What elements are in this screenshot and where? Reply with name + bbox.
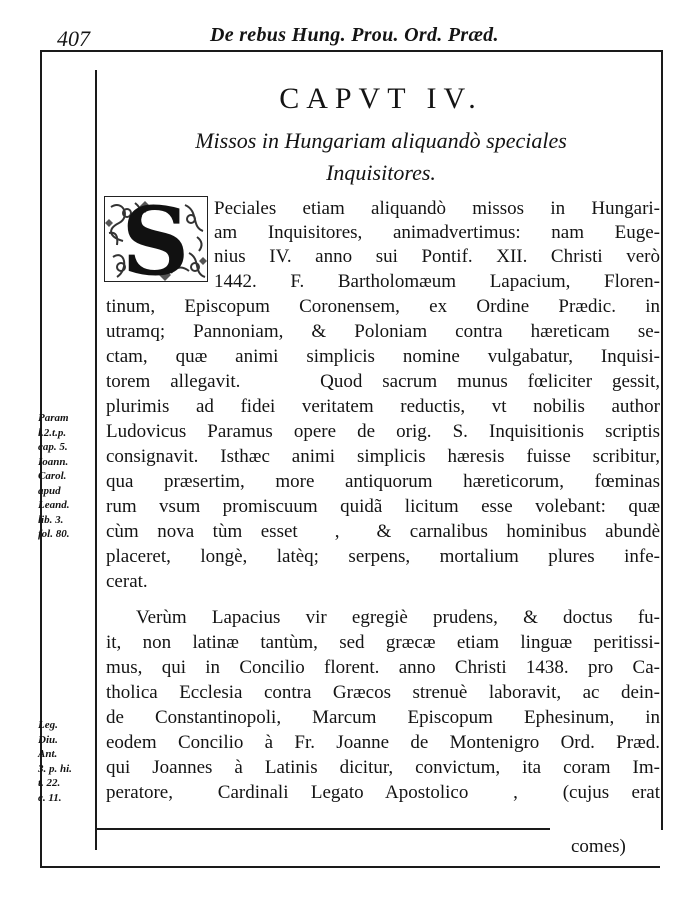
body-line: Ludovicus Paramus opere de orig. S. Inquisitionis scriptis [106,421,660,442]
body-line: de Constantinopoli, Marcum Episcopum Ephesinum, in [106,707,660,728]
chapter-title: CAPVT IV. [279,82,483,115]
margin-note-legend: Leg. Diu. Ant. 3. p. hi. t. 22. c. 11. [38,719,72,804]
running-head: De rebus Hung. Prou. Ord. Præd. [210,24,499,46]
margin-note-paramus: Param l.2.t.p. cap. 5. Ioann. Carol. apud Leand. lib. 3. fol. 80. [38,412,70,540]
catchword: comes) [571,836,626,857]
chapter-subtitle-line-2: Inquisitores. [326,160,436,185]
body-line: qui Joannes à Latinis dicitur, convictum, ita coram Im- [106,757,660,778]
text-bottom-rule [95,828,550,830]
body-line: placeret, longè, latèq; serpens, mortalium plures infe- [106,546,660,567]
page-number: 407 [57,26,90,51]
body-line: eodem Concilio à Fr. Joanne de Montenigro Ord. Præd. [106,732,660,753]
body-line: cùm nova tùm esset , & carnalibus hominibus abundè [106,521,660,542]
body-line: 1442. F. Bartholomæum Lapacium, Floren- [214,271,660,292]
footer-rule [40,866,660,868]
body-line: it, non latinæ tantùm, sed græcæ etiam linguæ peritissi- [106,632,660,653]
body-line: utramq; Pannoniam, & Poloniam contra hæreticam se- [106,321,660,342]
chapter-subtitle-line-1: Missos in Hungariam aliquandò speciales [195,128,567,153]
drop-cap-letter: S [121,196,190,282]
body-line: am Inquisitores, animadvertimus: nam Euge- [214,222,660,243]
body-line: torem allegavit. Quod sacrum munus fœliciter gessit, [106,371,660,392]
body-line: Peciales etiam aliquandò missos in Hungari- [214,198,660,219]
body-line: nius IV. anno sui Pontif. XII. Christi verò [214,246,660,267]
body-line: peratore, Cardinali Legato Apostolico , (cujus erat [106,782,660,803]
body-line: tholica Ecclesia contra Græcos strenuè laboravit, ac dein- [106,682,660,703]
body-line: consignavit. Isthæc animi simplicis hæresis fuisse scribitur, [106,446,660,467]
header-rule [40,50,662,52]
body-line: rum vsum promiscuum quidã licitum esse volebant: quæ [106,496,660,517]
body-line: plurimis ad fidei veritatem reductis, vt nobilis author [106,396,660,417]
body-line: mus, qui in Concilio florent. anno Christi 1438. pro Ca- [106,657,660,678]
body-line: tinum, Episcopum Coronensem, ex Ordine Prædic. in [106,296,660,317]
body-line: qua præsertim, more antiquorum hæreticorum, fœminas [106,471,660,492]
decorated-initial [104,196,208,282]
body-line: cerat. [106,571,148,592]
body-line: ctam, quæ animi simplicis nomine vulgabatur, Inquisi- [106,346,660,367]
body-line: Verùm Lapacius vir egregiè prudens, & doctus fu- [136,607,660,628]
